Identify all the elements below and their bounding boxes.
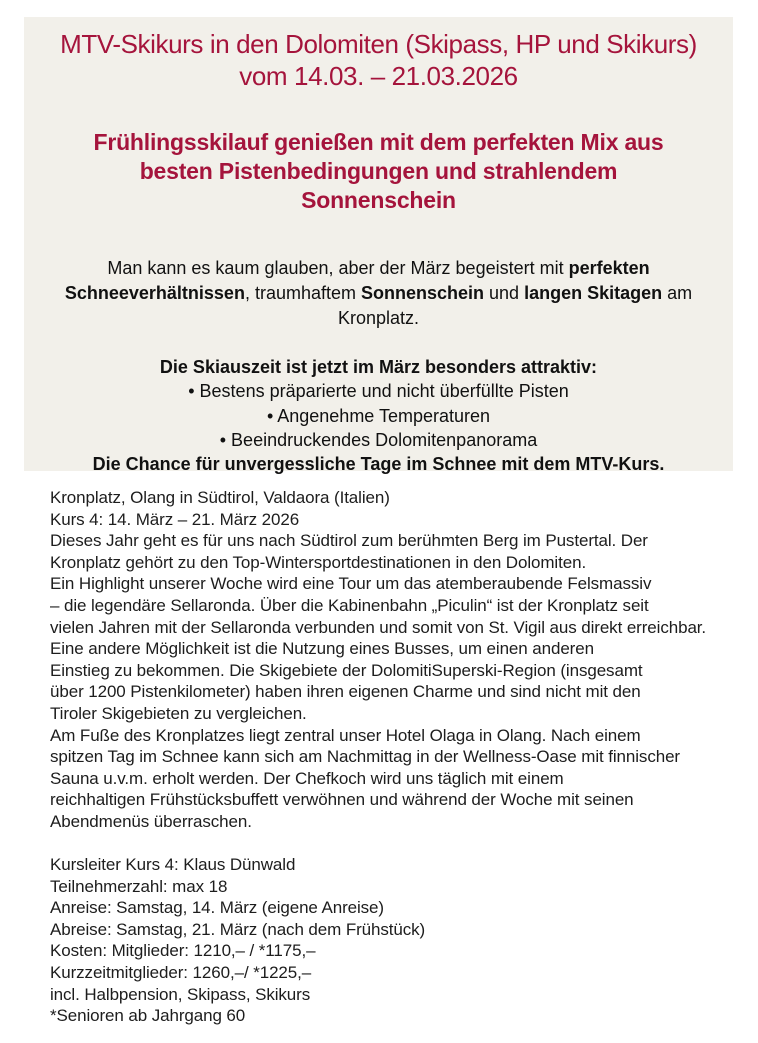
course-details-line: Kosten: Mitglieder: 1210,– / *1175,– [50,941,316,961]
description-line: – die legendäre Sellaronda. Über die Kabinenbahn „Piculin“ ist der Kronplatz seit [50,595,649,615]
intro-line [24,306,733,331]
page-title-line: vom 14.03. – 21.03.2026 [239,61,518,91]
course-details-section [50,854,425,1027]
page-title-line: MTV-Skikurs in den Dolomiten (Skipass, HP und Skikurs) [60,29,697,59]
intro-line [24,256,733,281]
intro-line [24,281,733,306]
description-line: vielen Jahren mit der Sellaronda verbunden und somit von St. Vigil aus direkt erreichbar. [50,617,707,637]
description-line: reichhaltigen Frühstücksbuffett verwöhnen und während der Woche mit seinen [50,790,634,810]
closing-line: Die Chance für unvergessliche Tage im Schnee mit dem MTV-Kurs. [92,453,665,474]
page-subtitle-line: Sonnenschein [301,187,456,213]
intro-paragraph [24,256,733,331]
bullet-list [24,379,733,453]
description-line: Abendmenüs überraschen. [50,811,252,831]
bold-text: Schneeverhältnissen [64,283,245,303]
course-details-line: Teilnehmerzahl: max 18 [50,876,228,896]
course-details-line: Anreise: Samstag, 14. März (eigene Anreise) [50,898,384,918]
description-line: Ein Highlight unserer Woche wird eine Tour um das atemberaubende Felsmassiv [50,574,652,594]
text: und [484,283,525,303]
text: , traumhaftem [244,283,361,303]
bold-text: Sonnenschein [361,283,485,303]
bold-text: perfekten [568,258,650,278]
description-line: Am Fuße des Kronplatzes liegt zentral unser Hotel Olaga in Olang. Nach einem [50,725,641,745]
page-subtitle [24,128,733,215]
highlight-heading: Die Skiauszeit ist jetzt im März besonders attraktiv: [159,357,598,377]
course-details-line: *Senioren ab Jahrgang 60 [50,1006,246,1026]
bold-text: langen Skitagen [524,283,663,303]
description-line: Tiroler Skigebieten zu vergleichen. [50,703,307,723]
text: am [662,283,693,303]
course-details-line: incl. Halbpension, Skipass, Skikurs [50,984,311,1004]
description-line: Kurs 4: 14. März – 21. März 2026 [50,509,300,529]
page-subtitle-line: Frühlingsskilauf genießen mit dem perfekten Mix aus [93,129,664,155]
description-section [50,487,706,833]
description-line: Kronplatz gehört zu den Top-Wintersportdestinationen in den Dolomiten. [50,552,587,572]
description-line: spitzen Tag im Schnee kann sich am Nachmittag in der Wellness-Oase mit finnischer [50,747,680,767]
description-line: Eine andere Möglichkeit ist die Nutzung eines Busses, um einen anderen [50,639,594,659]
page-subtitle-line: besten Pistenbedingungen und strahlendem [139,158,618,184]
course-details-line: Kurzzeitmitglieder: 1260,–/ *1225,– [50,962,312,982]
description-line: Kronplatz, Olang in Südtirol, Valdaora (Italien) [50,488,390,507]
bullet-item: • Beeindruckendes Dolomitenpanorama [219,430,538,450]
hero-banner [24,17,733,474]
description-line: über 1200 Pistenkilometer) haben ihren eigenen Charme und sind nicht mit den [50,682,641,702]
page-title [24,28,733,92]
description-line: Dieses Jahr geht es für uns nach Südtirol zum berühmten Berg im Pustertal. Der [50,531,648,551]
description-line: Sauna u.v.m. erholt werden. Der Chefkoch wird uns täglich mit einem [50,768,564,788]
bullet-item: • Bestens präparierte und nicht überfüllte Pisten [188,381,569,401]
course-details-line: Abreise: Samstag, 21. März (nach dem Frühstück) [50,919,426,939]
description-line: Einstieg zu bekommen. Die Skigebiete der DolomitiSuperski-Region (insgesamt [50,660,643,680]
course-details-line: Kursleiter Kurs 4: Klaus Dünwald [50,855,296,874]
text: Man kann es kaum glauben, aber der März begeistert mit [107,258,569,278]
bullet-item: • Angenehme Temperaturen [266,405,491,426]
text: Kronplatz. [337,308,420,328]
